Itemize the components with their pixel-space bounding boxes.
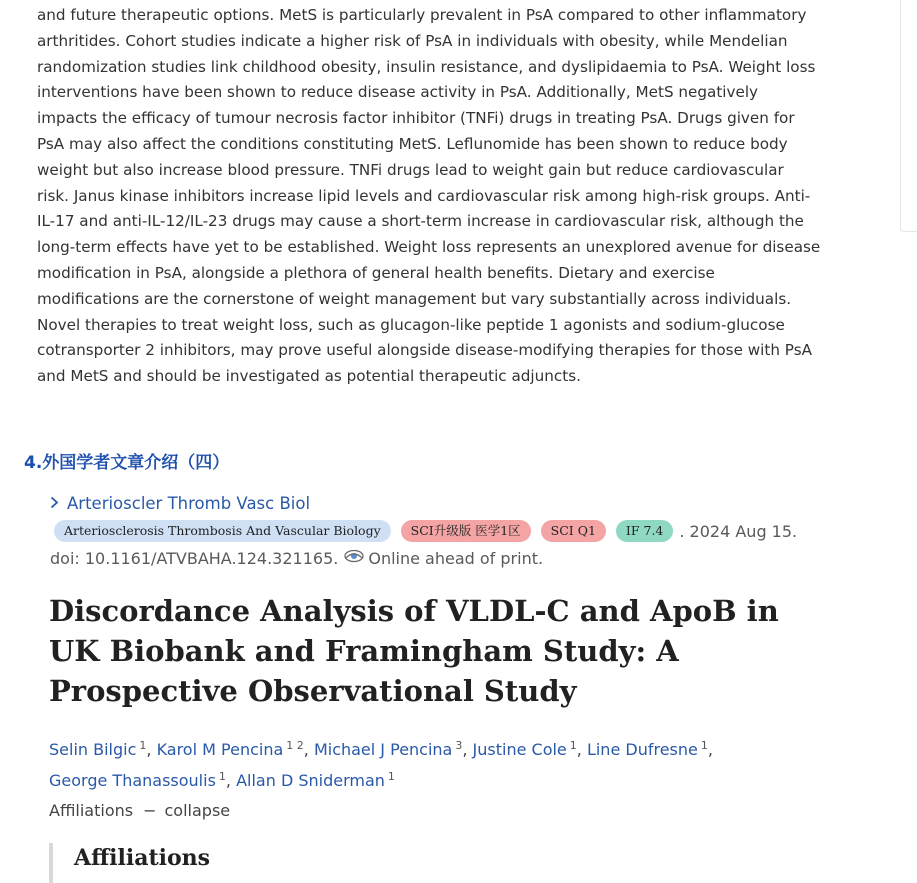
author-link[interactable]: Selin Bilgic: [49, 740, 137, 759]
author-affiliation-number[interactable]: 1 2: [286, 739, 304, 752]
author-affiliation-number[interactable]: 3: [455, 739, 463, 752]
abstract-line: modifications are the cornerstone of weight management but vary substantially across individuals.: [37, 289, 792, 308]
abstract-line: PsA may also affect the conditions constituting MetS. Leflunomide has been shown to reduce body: [37, 134, 788, 153]
abstract-line: and MetS and should be investigated as potential therapeutic adjuncts.: [37, 367, 581, 386]
doi-row: [50, 549, 543, 568]
abstract-line: Novel therapies to treat weight loss, such as glucagon-like peptide 1 agonists and sodium-glucose: [37, 315, 785, 334]
author-affiliation-number[interactable]: 1: [387, 769, 395, 783]
author-link[interactable]: Michael J Pencina: [313, 740, 453, 759]
journal-name-badge[interactable]: Arteriosclerosis Thrombosis And Vascular Biology: [54, 520, 391, 542]
abstract-line: interventions have been shown to reduce disease activity in PsA. Additionally, MetS negatively: [37, 83, 759, 102]
abstract-line: weight but also increase blood pressure. TNFi drugs lead to weight gain but reduce cardiovascular: [37, 160, 784, 179]
abstract-line: and future therapeutic options. MetS is particularly prevalent in PsA compared to other inflammatory: [37, 6, 807, 24]
author-list: Selin Bilgic $^1$, Karol M Pencina $^{1 2}$, Michael J Pencina $^3$, Justine Cole $^1$, Line Dufresne $^1$, George Thanassoulis $^1$, Allan D Sniderman $^1$: [49, 739, 713, 790]
author-affiliation-number[interactable]: 1: [700, 739, 708, 752]
abstract-line: impacts the efficacy of tumour necrosis factor inhibitor (TNFi) drugs in treating PsA. Drugs given for: [37, 109, 795, 128]
chevron-right-icon: [50, 494, 59, 513]
collapse-dash-icon: −: [143, 801, 157, 820]
affiliations-toggle-label: Affiliations: [49, 801, 134, 820]
author-affiliation-number[interactable]: 1: [139, 739, 147, 752]
author-link[interactable]: Karol M Pencina: [156, 740, 284, 759]
abstract-line: modification in PsA, alongside a plethora of general health benefits. Dietary and exercise: [37, 263, 715, 282]
author-link[interactable]: Justine Cole: [472, 740, 567, 759]
author-link[interactable]: George Thanassoulis: [49, 770, 216, 790]
abstract-line: randomization studies link childhood obesity, insulin resistance, and dyslipidaemia to PsA. Weight loss: [37, 57, 816, 76]
abstract-line: cotransporter 2 inhibitors, may prove useful alongside disease-modifying therapies for those with PsA: [37, 341, 812, 360]
eye-icon[interactable]: [344, 548, 364, 562]
journal-link[interactable]: [50, 494, 310, 513]
collapse-action: collapse: [164, 801, 231, 820]
journal-abbrev: Arterioscler Thromb Vasc Biol: [67, 494, 311, 513]
publication-status: Online ahead of print.: [368, 549, 544, 568]
sci-rank-badge[interactable]: SCI升级版 医学1区: [401, 520, 531, 542]
doi-text[interactable]: doi: 10.1161/ATVBAHA.124.321165.: [50, 549, 339, 568]
abstract-text: [37, 3, 827, 390]
journal-badges: [54, 520, 797, 542]
sci-quartile-badge[interactable]: SCI Q1: [541, 520, 606, 542]
affiliations-toggle[interactable]: [49, 801, 230, 820]
author-link[interactable]: Line Dufresne: [586, 740, 698, 759]
scroll-panel-edge: [900, 0, 917, 232]
abstract-line: IL-17 and anti-IL-12/IL-23 drugs may cause a short-term increase in cardiovascular risk, although the: [37, 212, 804, 231]
abstract-line: arthritides. Cohort studies indicate a higher risk of PsA in individuals with obesity, while Mendelian: [37, 31, 788, 50]
affiliations-section: [49, 843, 211, 883]
abstract-line: long-term effects have yet to be established. Weight loss represents an unexplored avenue for disease: [37, 238, 821, 257]
author-link[interactable]: Allan D Sniderman: [236, 770, 385, 790]
author-affiliation-number[interactable]: 1: [218, 769, 226, 783]
impact-factor-badge[interactable]: IF 7.4: [616, 520, 673, 542]
publication-date: . 2024 Aug 15.: [679, 521, 798, 541]
article-title: Discordance Analysis of VLDL-C and ApoB in UK Biobank and Framingham Study: A Prospective Observational Study: [49, 594, 779, 708]
section-heading: 4.外国学者文章介绍（四）: [24, 453, 230, 473]
affiliations-heading: Affiliations: [74, 845, 211, 871]
abstract-line: risk. Janus kinase inhibitors increase lipid levels and cardiovascular risk among high-risk groups. Anti-: [37, 186, 811, 205]
author-affiliation-number[interactable]: 1: [569, 739, 577, 752]
